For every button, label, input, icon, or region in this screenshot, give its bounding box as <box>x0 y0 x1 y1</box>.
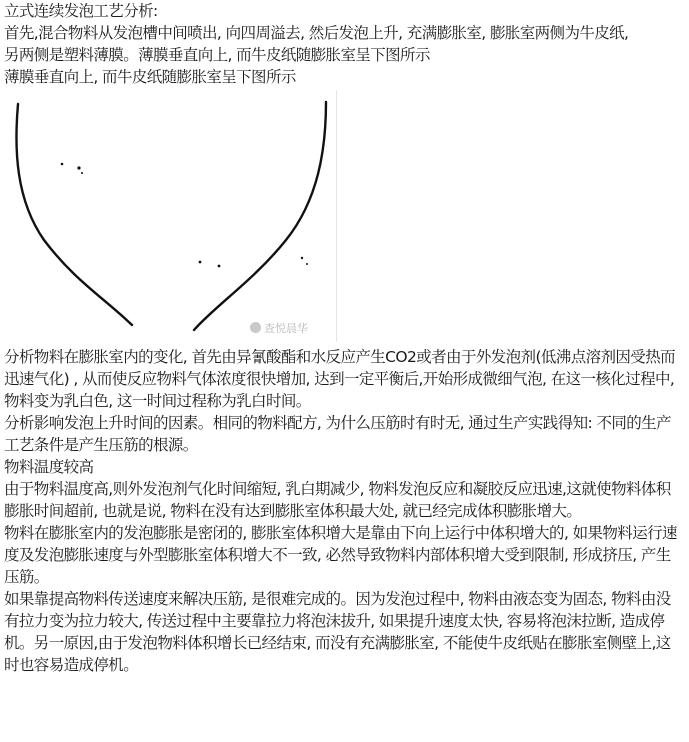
watermark <box>250 320 308 336</box>
intro-line-3: 薄膜垂直向上, 而牛皮纸随膨胀室呈下图所示 <box>4 68 296 86</box>
left-paper-curve <box>16 104 132 325</box>
temperature-heading: 物料温度较高 <box>4 458 94 476</box>
wechat-logo-icon <box>250 322 261 333</box>
temperature-paragraph: 由于物料温度高,则外发泡剂气化时间缩短, 乳白期减少, 物料发泡反应和凝胶反应迅速,这就使物料体积膨胀时间超前, 也就是说, 物料在没有达到膨胀室体积最大处, 就已经完成体积膨胀增大。 <box>4 480 671 520</box>
speck <box>199 261 202 264</box>
speck <box>301 257 303 259</box>
closed-chamber-paragraph: 物料在膨胀室内的发泡膨胀是密闭的, 膨胀室体积增大是靠由下向上运行中体积增大的, 如果物料运行速度及发泡膨胀速度与外型膨胀室体积增大不一致, 必然导致物料内部体积增大受到限制, 形成挤压, 产生压筋。 <box>4 524 677 586</box>
speck <box>218 265 221 268</box>
speck <box>81 172 83 174</box>
conveyor-paragraph: 如果靠提高物料传送速度来解决压筋, 是很难完成的。因为发泡过程中, 物料由液态变为固态, 物料由没有拉力变为拉力较大, 传送过程中主要靠拉力将泡沫拔升, 如果提升速度太快, 容易将泡沫拉断, 造成停机。另一原因,由于发泡物料体积增长已经结束, 而没有充满膨胀室, 不能使牛皮纸贴在膨胀室侧壁上,这时也容易造成停机。 <box>4 590 671 674</box>
watermark-text: 查悦晨华 <box>264 322 308 335</box>
kraft-paper-profile-drawing <box>4 90 336 342</box>
article <box>4 0 684 676</box>
analysis-paragraph: 分析物料在膨胀室内的变化, 首先由异氰酸酯和水反应产生CO2或者由于外发泡剂(低沸点溶剂因受热而迅速气化) , 从而使反应物料气体浓度很快增加, 达到一定平衡后,开始形成微细气泡, 在这一核化过程中, 物料变为乳白色, 这一时间过程称为乳白时间。 <box>4 348 675 410</box>
intro-line-2: 另两侧是塑料薄膜。薄膜垂直向上, 而牛皮纸随膨胀室呈下图所示 <box>4 46 430 64</box>
article-title: 立式连续发泡工艺分析: <box>4 2 158 20</box>
right-paper-curve <box>194 102 326 330</box>
speck <box>77 166 80 169</box>
factors-paragraph: 分析影响发泡上升时间的因素。相同的物料配方, 为什么压筋时有时无, 通过生产实践得知: 不同的生产工艺条件是产生压筋的根源。 <box>4 414 671 454</box>
intro-line-1: 首先,混合物料从发泡槽中间喷出, 向四周溢去, 然后发泡上升, 充满膨胀室, 膨胀室两侧为牛皮纸, <box>4 24 629 42</box>
expansion-chamber-figure <box>4 90 337 342</box>
speck <box>306 263 308 265</box>
speck <box>61 163 64 166</box>
